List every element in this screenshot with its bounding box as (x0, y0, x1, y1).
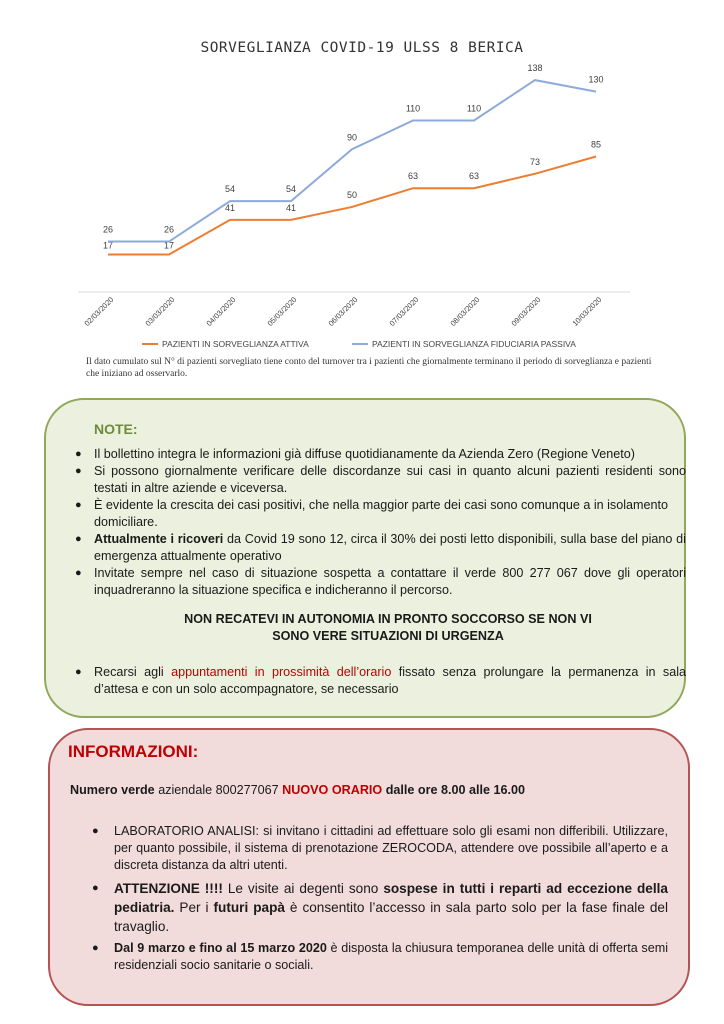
info-bullet-2 (92, 879, 668, 936)
info-bullet-text: LABORATORIO ANALISI: si invitano i cittadini ad effettuare solo gli esami non differibili. Utilizzare, per quanto possibile, il sistema di prenotazione ZEROCODA, attendere ove possibile all’aperto e a discreta distanza da altri utenti. (114, 824, 668, 872)
x-tick-label: 06/03/2020 (326, 295, 360, 328)
data-label: 26 (163, 224, 175, 235)
urgent-line-2: SONO VERE SITUAZIONI DI URGENZA (272, 629, 504, 643)
appointments-highlight: appuntamenti in prossimità dell’orario (171, 665, 392, 679)
data-label: 41 (224, 202, 236, 213)
x-tick-label: 07/03/2020 (387, 295, 421, 328)
x-tick-label: 02/03/2020 (82, 295, 116, 328)
info-title: INFORMAZIONI: (68, 742, 199, 761)
series-line-1 (108, 156, 596, 254)
data-label: 130 (588, 74, 604, 85)
data-label: 63 (468, 171, 480, 182)
attention-label: ATTENZIONE !!!! (114, 881, 223, 896)
info-bullet-text: Le visite ai degenti sono (222, 881, 384, 896)
note-bullet-6 (75, 664, 687, 698)
x-tick-label: 04/03/2020 (204, 295, 238, 328)
legend-label-1: PAZIENTI IN SORVEGLIANZA ATTIVA (162, 339, 309, 349)
data-label: 41 (285, 202, 297, 213)
note-bullet-4 (75, 531, 686, 565)
x-tick-label: 10/03/2020 (570, 295, 604, 328)
data-label: 54 (224, 184, 236, 195)
visits-suspended: sospese in tutti i reparti ad eccezione della pediatria. (114, 881, 668, 915)
data-label: 50 (346, 189, 358, 200)
data-label: 26 (102, 224, 114, 235)
bullet-icon: ● (75, 533, 82, 545)
note-bullet-3 (75, 497, 686, 531)
toll-free-number (70, 783, 525, 797)
note-bullet-text: Recarsi agli (94, 665, 172, 679)
bullet-icon: ● (92, 882, 99, 894)
data-label: 17 (163, 240, 175, 251)
data-label: 54 (285, 184, 297, 195)
urgent-line-1: NON RECATEVI IN AUTONOMIA IN PRONTO SOCCORSO SE NON VI (184, 612, 592, 626)
bullet-icon: ● (92, 942, 99, 954)
x-tick-label: 03/03/2020 (143, 295, 177, 328)
line-chart (0, 0, 724, 360)
note-bullet-text: da Covid 19 sono 12, circa il 30% dei posti letto disponibili, sulla base del piano di emergenza attualmente operativo (94, 532, 686, 563)
urgent-warning (90, 611, 686, 645)
new-hours-label: NUOVO ORARIO (282, 783, 383, 797)
info-bullet-text: è consentito l’accesso in sala parto solo per la fase finale del travaglio. (114, 900, 668, 934)
data-label: 138 (527, 63, 543, 74)
chart-title: SORVEGLIANZA COVID-19 ULSS 8 BERICA (200, 40, 524, 56)
note-bullet-5 (75, 565, 686, 599)
note-bullet-1 (75, 446, 686, 463)
x-tick-label: 05/03/2020 (265, 295, 299, 328)
future-dads: futuri papà (213, 900, 285, 915)
note-bullet-text: fissato senza prolungare la permanenza in sala d’attesa e con un solo accompagnatore, se necessario (94, 665, 687, 696)
note-bullet-bold: Attualmente i ricoveri (94, 532, 224, 546)
x-tick-label: 08/03/2020 (448, 295, 482, 328)
note-title: NOTE: (94, 421, 138, 437)
bullet-icon: ● (92, 825, 99, 837)
info-bullet-text: è disposta la chiusura temporanea delle unità di offerta semi residenziali socio sanitarie o sociali. (114, 941, 668, 972)
note-bullet-text: Si possono giornalmente verificare delle discordanze sui casi in quanto alcuni pazienti residenti sono testati in altre aziende e viceversa. (94, 464, 686, 495)
data-label: 110 (405, 103, 421, 114)
data-label: 85 (590, 139, 602, 150)
closure-dates: Dal 9 marzo e fino al 15 marzo 2020 (114, 941, 327, 955)
hours-text: dalle ore 8.00 alle 16.00 (382, 783, 526, 797)
toll-free-label: Numero verde (70, 783, 155, 797)
bullet-icon: ● (75, 465, 82, 477)
chart-footnote: Il dato cumulato sul N° di pazienti sorvegliato tiene conto del turnover tra i pazienti che giornalmente terminano il periodo di sorveglianza e pazienti che iniziano ad osservarlo. (86, 357, 652, 379)
note-bullet-text: È evidente la crescita dei casi positivi, che nella maggior parte dei casi sono comunque a in isolamento domiciliare. (94, 498, 669, 529)
bullet-icon: ● (75, 666, 82, 678)
info-bullet-text: Per i (174, 900, 214, 915)
data-label: 90 (346, 132, 358, 143)
note-bullet-2 (75, 463, 686, 497)
bullet-icon: ● (75, 448, 82, 460)
note-bullet-text: Invitate sempre nel caso di situazione sospetta a contattare il verde 800 277 067 dove gli operatori inquadreranno la situazione specifica e indicheranno il percorso. (94, 566, 686, 597)
legend-label-2: PAZIENTI IN SORVEGLIANZA FIDUCIARIA PASSIVA (372, 339, 576, 349)
note-bullet-text: Il bollettino integra le informazioni già diffuse quotidianamente da Azienda Zero (Regione Veneto) (94, 447, 635, 461)
x-tick-label: 09/03/2020 (509, 295, 543, 328)
data-label: 73 (529, 156, 541, 167)
info-bullet-3 (92, 940, 668, 974)
bullet-icon: ● (75, 499, 82, 511)
toll-free-number-text: aziendale 800277067 (154, 783, 283, 797)
series-line-2 (108, 80, 596, 241)
data-label: 17 (102, 240, 114, 251)
bullet-icon: ● (75, 567, 82, 579)
data-label: 110 (466, 103, 482, 114)
info-bullet-1 (92, 823, 668, 874)
data-label: 63 (407, 171, 419, 182)
